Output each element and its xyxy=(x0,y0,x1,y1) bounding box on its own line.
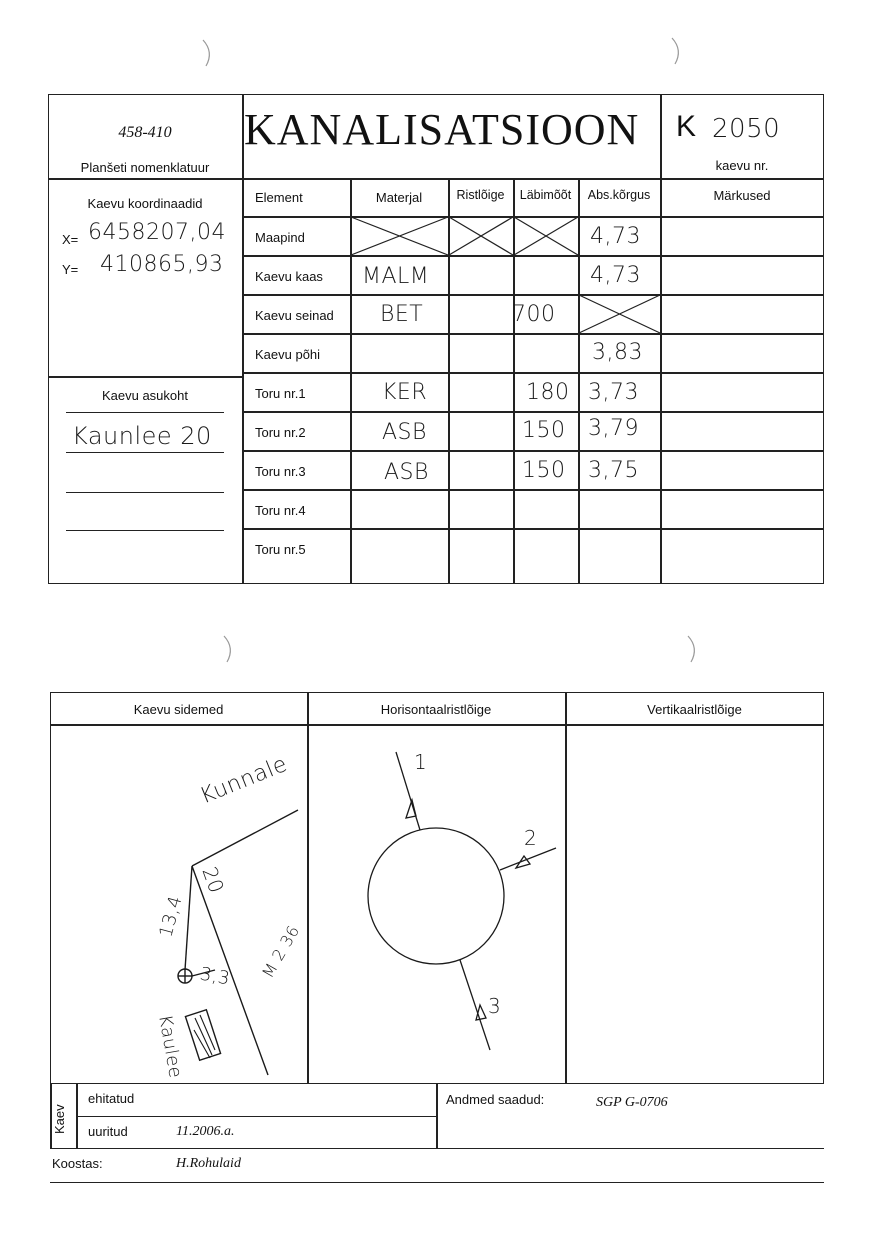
pipe-2-label: 2 xyxy=(524,826,538,850)
col-diameter: Läbimõõt xyxy=(519,188,572,202)
sheet-code: 458-410 xyxy=(118,124,172,141)
row-height: 4,73 xyxy=(590,224,641,249)
well-number: 2050 xyxy=(712,114,781,144)
col-notes: Märkused xyxy=(713,188,771,203)
coordinates-label: Kaevu koordinaadid xyxy=(87,196,203,211)
y-label: Y= xyxy=(62,262,79,277)
data-received-value: SGP G-0706 xyxy=(596,1095,668,1110)
col-cross-section: Ristlõige xyxy=(456,188,505,202)
row-height: 3,75 xyxy=(588,458,639,483)
house-number: 20 xyxy=(197,863,230,897)
row-element: Kaevu põhi xyxy=(255,347,321,362)
row-diameter: 180 xyxy=(526,380,570,405)
surveyed-value: 11.2006.a. xyxy=(176,1124,235,1139)
row-element: Toru nr.4 xyxy=(255,503,306,518)
sheet-label: Planšeti nomenklatuur xyxy=(80,160,210,175)
page-title: KANALISATSIOON xyxy=(244,105,640,154)
row-material: BET xyxy=(380,302,424,327)
col-material: Materjal xyxy=(375,190,423,205)
section-horizontal: Horisontaalristlõige xyxy=(380,702,492,717)
row-material: KER xyxy=(382,380,428,405)
row-element: Maapind xyxy=(255,230,305,245)
row-height: 3,83 xyxy=(592,340,643,365)
row-element: Toru nr.2 xyxy=(255,425,306,440)
row-diameter: 150 xyxy=(522,458,566,483)
distance-2: 3,3 xyxy=(198,963,232,990)
x-label: X= xyxy=(62,232,79,247)
row-material: MALM xyxy=(362,264,430,289)
section-vertical: Vertikaalristlõige xyxy=(647,702,742,717)
row-material: ASB xyxy=(384,460,429,485)
row-height: 4,73 xyxy=(590,263,641,288)
location-label: Kaevu asukoht xyxy=(101,388,188,403)
distance-1: 13,4 xyxy=(155,893,187,940)
compiled-label: Koostas: xyxy=(52,1156,103,1171)
row-diameter: 150 xyxy=(522,418,566,443)
y-value: 410865,93 xyxy=(100,252,224,277)
side-label: Kaev xyxy=(52,1104,67,1134)
row-element: Toru nr.1 xyxy=(255,386,306,401)
row-height: 3,79 xyxy=(588,416,639,441)
well-prefix: K xyxy=(676,110,697,143)
row-element: Toru nr.3 xyxy=(255,464,306,479)
col-element: Element xyxy=(255,190,303,205)
pipe-1-label: 1 xyxy=(414,750,428,774)
row-height: 3,73 xyxy=(588,380,639,405)
col-abs-height: Abs.kõrgus xyxy=(587,188,651,202)
row-element: Kaevu kaas xyxy=(255,269,323,284)
building-label: M 2 36 xyxy=(258,921,304,982)
built-label: ehitatud xyxy=(88,1091,135,1106)
row-material: ASB xyxy=(382,420,427,445)
compiled-value: H.Rohulaid xyxy=(176,1156,241,1171)
surveyed-label: uuritud xyxy=(88,1124,128,1139)
section-ties: Kaevu sidemed xyxy=(133,702,224,717)
area-label: Kaulee xyxy=(154,1013,186,1080)
row-diameter: 700 xyxy=(512,302,556,327)
location-value: Kaunlee 20 xyxy=(72,422,212,450)
pipe-3-label: 3 xyxy=(488,994,502,1018)
street-label: Kunnale xyxy=(196,751,292,810)
row-element: Kaevu seinad xyxy=(255,308,334,323)
data-received-label: Andmed saadud: xyxy=(446,1092,545,1107)
x-value: 6458207,04 xyxy=(88,220,226,245)
well-label: kaevu nr. xyxy=(715,158,769,173)
row-element: Toru nr.5 xyxy=(255,542,306,557)
